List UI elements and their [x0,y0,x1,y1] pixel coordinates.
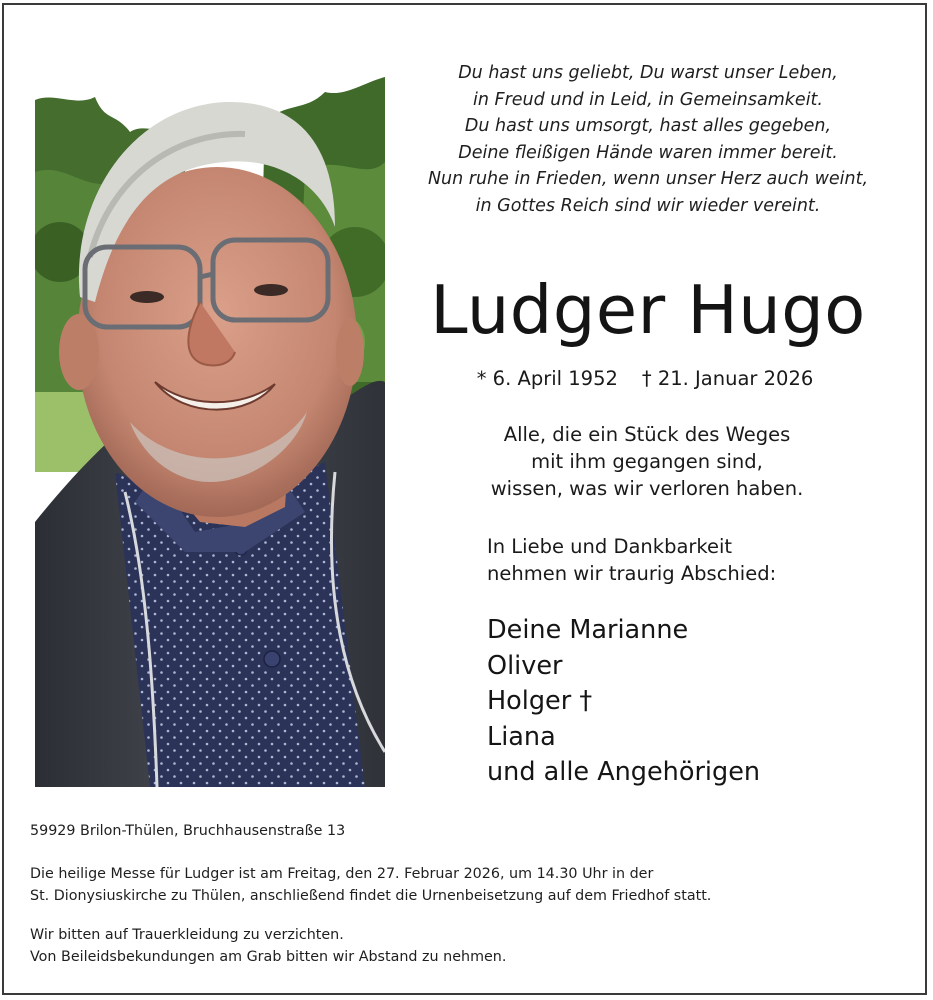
poem-line: Nun ruhe in Frieden, wenn unser Herz auch weint, [427,169,869,189]
life-dates [430,365,860,393]
verse-line: mit ihm gegangen sind, [531,450,763,473]
poem-line: Du hast uns umsorgt, hast alles gegeben, [464,116,832,136]
memorial-verse [430,421,864,502]
mourner-name: und alle Angehörigen [487,757,761,787]
verse-line: Alle, die ein Stück des Weges [503,423,791,446]
request-line: Wir bitten auf Trauerkleidung zu verzichten. [30,927,344,943]
portrait-photo [35,52,385,787]
deceased-name: Ludger Hugo [430,271,866,349]
address [30,820,345,842]
mourner-name: Liana [487,721,556,752]
request-line: Von Beileidsbekundungen am Grab bitten wir Abstand zu nehmen. [30,949,507,965]
mourner-name: Holger † [487,686,593,716]
farewell-text [487,533,776,587]
service-line: Die heilige Messe für Ludger ist am Freitag, den 27. Februar 2026, um 14.30 Uhr in der [30,866,654,882]
poem [392,60,904,219]
poem-line: Deine fleißigen Hände waren immer bereit. [458,142,838,163]
mourner-name: Deine Marianne [487,615,689,645]
poem-line: in Gottes Reich sind wir wieder vereint. [475,195,821,216]
death-date: † 21. Januar 2026 [641,367,814,390]
farewell-line: In Liebe und Dankbarkeit [487,535,733,558]
requests-info [30,924,506,968]
verse-line: wissen, was wir verloren haben. [490,477,804,500]
service-info [30,863,711,907]
poem-line: in Freud und in Leid, in Gemeinsamkeit. [473,89,823,110]
mourners-list [487,613,760,791]
birth-date: * 6. April 1952 [476,367,618,390]
address-line: 59929 Brilon-Thülen, Bruchhausenstraße 13 [30,823,346,839]
mourner-name: Oliver [487,650,563,681]
farewell-line: nehmen wir traurig Abschied: [487,562,777,585]
service-line: St. Dionysiuskirche zu Thülen, anschließend findet die Urnenbeisetzung auf dem Friedhof statt. [30,888,712,904]
poem-line: Du hast uns geliebt, Du warst unser Leben, [458,63,838,83]
